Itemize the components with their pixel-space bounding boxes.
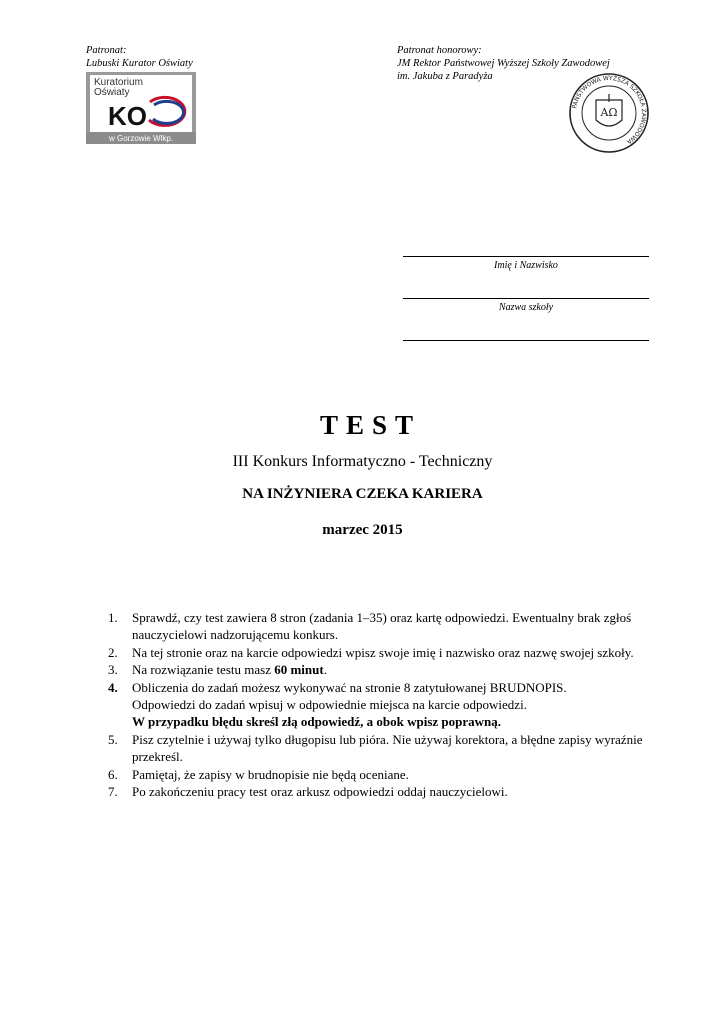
instruction-correction-rule: W przypadku błędu skreśl złą odpowiedź, a obok wpisz poprawną.: [132, 714, 502, 730]
instruction-number: 7.: [108, 784, 118, 800]
logo-text-2: Oświaty: [94, 87, 130, 98]
instruction-number: 4.: [108, 679, 118, 695]
instruction-number: 2.: [108, 644, 118, 660]
logo-text-1: Kuratorium: [94, 77, 143, 88]
student-name-label: Imię i Nazwisko: [494, 260, 558, 271]
instruction-text: Sprawdź, czy test zawiera 8 stron (zadania 1–35) oraz kartę odpowiedzi. Ewentualny brak zgłoś nauczycielowi nadzorującemu konkurs.: [132, 610, 632, 643]
patron-left-name: Lubuski Kurator Oświaty: [86, 58, 193, 69]
instruction-item: [108, 766, 653, 783]
instructions-list: [108, 609, 653, 800]
instruction-text-2: Odpowiedzi do zadań wpisuj w odpowiednie miejsca na karcie odpowiedzi.: [132, 697, 527, 713]
contest-subtitle: III Konkurs Informatyczno - Techniczny: [232, 453, 493, 470]
instruction-text: Pamiętaj, że zapisy w brudnopisie nie będą oceniane.: [132, 766, 409, 782]
instruction-text: Na rozwiązanie testu masz: [132, 662, 275, 678]
logo-bottom-text: w Gorzowie Wlkp.: [108, 134, 174, 143]
extra-line: [403, 340, 649, 341]
instruction-text: Po zakończeniu pracy test oraz arkusz odpowiedzi oddaj nauczycielowi.: [132, 784, 508, 800]
instruction-item: [108, 679, 653, 731]
school-name-field[interactable]: [403, 298, 649, 313]
seal-ring-text: PAŃSTWOWA WYŻSZA SZKOŁA ZAWODOWA: [571, 74, 648, 146]
patron-right-name: JM Rektor Państwowej Wyższej Szkoły Zawodowej: [397, 58, 610, 69]
instruction-item: [108, 661, 653, 678]
university-seal: [568, 72, 650, 154]
instruction-text: Obliczenia do zadań możesz wykonywać na stronie 8 zatytułowanej BRUDNOPIS.: [132, 679, 567, 695]
instruction-item: [108, 644, 653, 661]
contest-name: NA INŻYNIERA CZEKA KARIERA: [242, 486, 483, 502]
instruction-item: [108, 783, 653, 800]
patron-left: [86, 44, 193, 70]
patron-right-label: Patronat honorowy:: [397, 45, 482, 56]
logo-letters: KO: [108, 101, 147, 131]
kuratorium-logo: [86, 72, 196, 144]
instruction-number: 5.: [108, 731, 118, 747]
school-name-label: Nazwa szkoły: [498, 302, 554, 313]
patron-right-name-2: im. Jakuba z Paradyża: [397, 71, 493, 82]
instruction-item: [108, 609, 653, 644]
test-title: TEST: [319, 410, 422, 440]
instruction-number: 1.: [108, 610, 118, 625]
contest-date: marzec 2015: [322, 522, 403, 538]
instruction-time-limit: 60 minut: [274, 662, 324, 678]
instruction-number: 3.: [108, 662, 118, 678]
seal-symbol: AΩ: [600, 106, 618, 119]
instruction-text: Pisz czytelnie i używaj tylko długopisu lub pióra. Nie używaj korektora, a błędne zapisy wyraźnie przekreśl.: [132, 731, 643, 765]
instruction-text: Na tej stronie oraz na karcie odpowiedzi wpisz swoje imię i nazwisko oraz nazwę swojej szkoły.: [132, 644, 634, 660]
student-name-field[interactable]: [403, 256, 649, 271]
instruction-text-end: .: [323, 662, 327, 678]
instruction-number: 6.: [108, 766, 118, 782]
patron-left-label: Patronat:: [86, 45, 127, 56]
instruction-item: [108, 731, 653, 766]
